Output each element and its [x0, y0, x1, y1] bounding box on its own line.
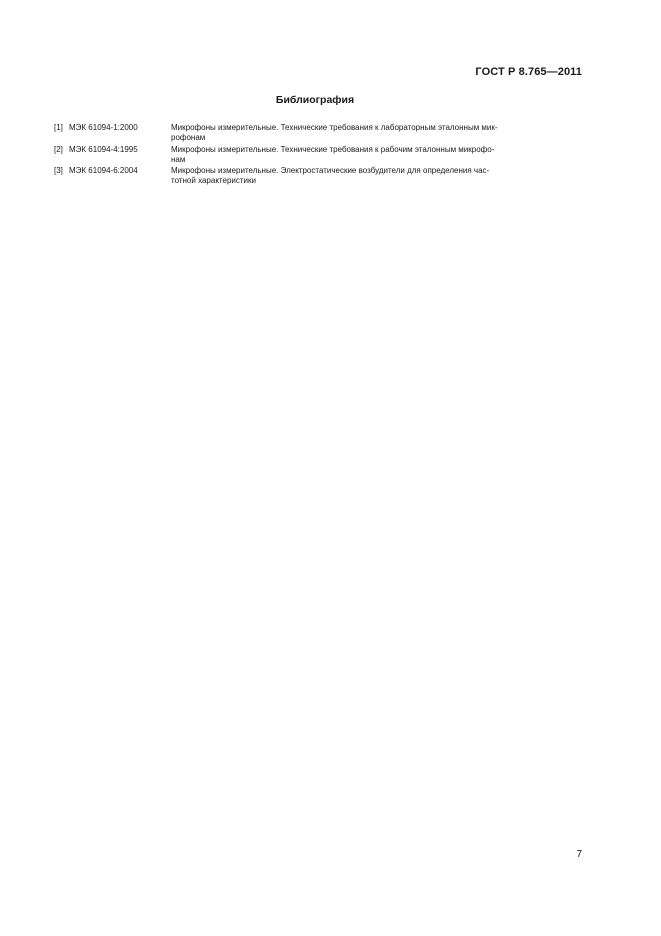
entry-standard-code: МЭК 61094-6:2004 [69, 166, 138, 176]
entry-title-line: тотной характеристики [171, 176, 256, 186]
entry-title [171, 123, 576, 144]
page-number: 7 [576, 849, 582, 860]
entry-title [171, 166, 576, 187]
entry-number: [2] [54, 144, 63, 154]
entry-number: [1] [54, 123, 63, 132]
entry-title-line: Микрофоны измерительные. Технические требования к лабораторным эталонным мик- [171, 123, 498, 132]
bibliography-entry [54, 145, 576, 166]
section-title: Библиография [275, 94, 355, 106]
entry-title [171, 145, 576, 166]
entry-title-line: Микрофоны измерительные. Технические требования к рабочим эталонным микрофо- [171, 144, 495, 154]
bibliography-list [54, 123, 576, 188]
bibliography-entry [54, 166, 576, 187]
bibliography-entry [54, 123, 576, 144]
entry-title-line: Микрофоны измерительные. Электростатические возбудители для определения час- [171, 166, 490, 176]
entry-title-line: нам [171, 154, 186, 164]
entry-standard-code: МЭК 61094-4:1995 [69, 144, 138, 154]
document-standard-code: ГОСТ Р 8.765—2011 [475, 66, 582, 78]
entry-number: [3] [54, 166, 63, 176]
entry-standard-code: МЭК 61094-1:2000 [69, 123, 138, 132]
entry-title-line: рофонам [171, 133, 206, 143]
